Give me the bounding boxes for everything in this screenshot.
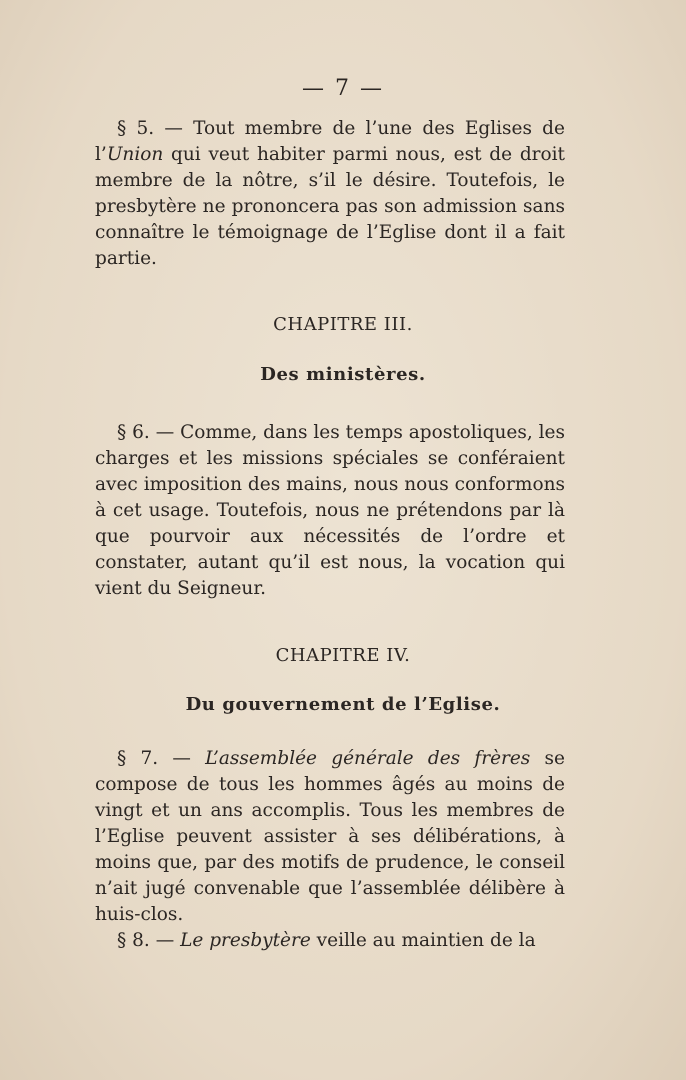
italic-term: Union (106, 144, 164, 165)
em-dash: — (164, 118, 183, 139)
paragraph-text: qui veut habiter parmi nous, est de droit membre de la nôtre, s’il le désire. Toutefois, le presbytère ne prononcera pas son admission sans connaître le témoignage de l’Eglise dont il a fait partie. (95, 144, 565, 269)
chapter-title: Des ministères. (260, 364, 426, 385)
em-dash: — (172, 748, 191, 769)
em-dash: — (155, 930, 175, 951)
paragraph-text: se compose de tous les hommes âgés au moins de vingt et un ans accomplis. Tous les membres de l’Eglise peuvent assister à ses délibérations, à moins que, par des motifs de prudence, le conseil n’ait jugé convenable que l’assemblée délibère à huis-clos. (95, 748, 565, 925)
italic-term: Le presbytère (180, 930, 311, 951)
page-number: — 7 — (302, 76, 384, 101)
section-number: § 8. (117, 930, 150, 951)
section-number: § 7. (117, 748, 159, 769)
chapter-heading: CHAPITRE III. (273, 314, 413, 335)
paragraph-text: veille au maintien de la (310, 930, 536, 951)
section-number: § 6. (117, 422, 150, 443)
section-number: § 5. (117, 118, 155, 139)
paragraph-text: Tout membre de l’une des Eglises de l’ (95, 118, 565, 165)
paragraph-text: Comme, dans les temps apostoliques, les charges et les missions spéciales se conféraient avec imposition des mains, nous nous conformons à cet usage. Toutefois, nous ne prétendons par là que pourvoir aux nécessités de l’ordre et constater, autant qu’il est nous, la vocation qui vient du Seigneur. (95, 422, 565, 599)
chapter-title: Du gouvernement de l’Eglise. (185, 694, 501, 715)
paragraph-7 (95, 746, 565, 928)
paragraph-8 (95, 928, 565, 954)
em-dash: — (155, 422, 175, 443)
italic-term: L’assemblée générale des frères (205, 748, 531, 769)
paragraph-5 (95, 116, 565, 272)
paragraph-6 (95, 420, 565, 602)
chapter-heading: CHAPITRE IV. (275, 645, 411, 666)
